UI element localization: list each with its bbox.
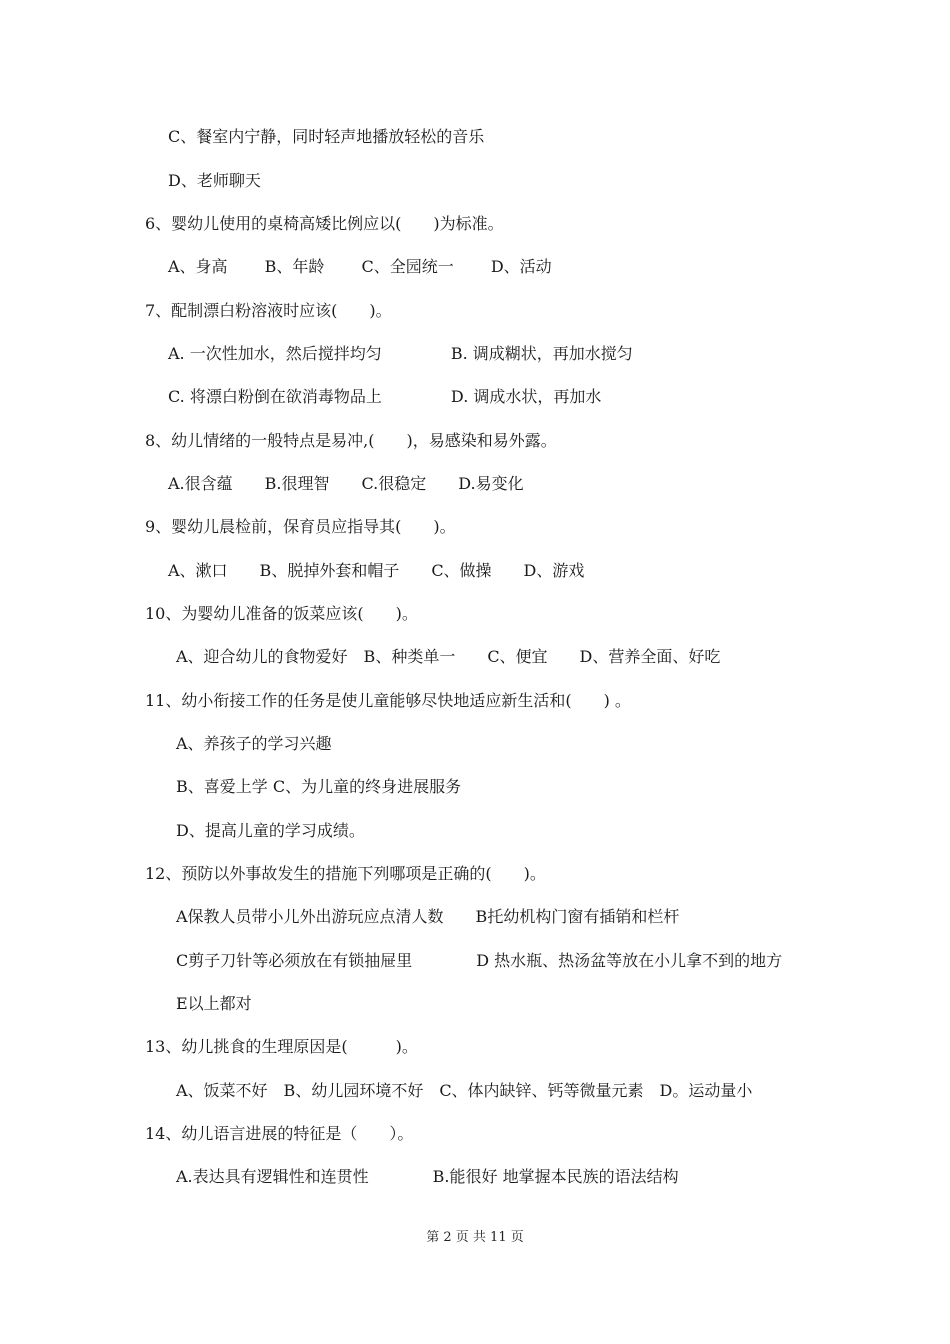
options-7-cd: C. 将漂白粉倒在欲消毒物品上 D. 调成水状，再加水: [168, 387, 602, 406]
option-11a: A、养孩子的学习兴趣: [176, 734, 332, 753]
options-9: A、漱口 B、脱掉外套和帽子 C、做操 D、游戏: [168, 561, 585, 580]
option-11d: D、提高儿童的学习成绩。: [176, 821, 365, 840]
question-7: 7、配制漂白粉溶液时应该( )。: [145, 301, 392, 320]
question-10: 10、为婴幼儿准备的饭菜应该( )。: [145, 604, 418, 623]
options-8: A.很含蕴 B.很理智 C.很稳定 D.易变化: [168, 474, 524, 493]
options-10: A、迎合幼儿的食物爱好 B、种类单一 C、便宜 D、营养全面、好吃: [176, 647, 721, 666]
options-12-cd: C剪子刀针等必须放在有锁抽屉里 D 热水瓶、热汤盆等放在小儿拿不到的地方: [176, 951, 783, 970]
question-6: 6、婴幼儿使用的桌椅高矮比例应以( )为标准。: [145, 214, 504, 233]
options-6: A、身高 B、年龄 C、全园统一 D、活动: [168, 257, 552, 276]
question-12: 12、预防以外事故发生的措施下列哪项是正确的( )。: [145, 864, 546, 883]
page-number: 第 2 页 共 11 页: [426, 1230, 524, 1245]
options-14-ab: A.表达具有逻辑性和连贯性 B.能很好 地掌握本民族的语法结构: [176, 1167, 679, 1186]
question-9: 9、婴幼儿晨检前，保育员应指导其( )。: [145, 517, 456, 536]
option-11bc: B、喜爱上学 C、为儿童的终身进展服务: [176, 777, 462, 796]
question-13: 13、幼儿挑食的生理原因是( )。: [145, 1037, 418, 1056]
option-5d: D、老师聊天: [168, 171, 261, 190]
option-5c: C、餐室内宁静，同时轻声地播放轻松的音乐: [168, 127, 485, 146]
options-7-ab: A. 一次性加水，然后搅拌均匀 B. 调成糊状，再加水搅匀: [168, 344, 633, 363]
question-8: 8、幼儿情绪的一般特点是易冲,( )，易感染和易外露。: [145, 431, 557, 450]
option-12e: E以上都对: [176, 994, 252, 1013]
options-12-ab: A保教人员带小儿外出游玩应点清人数 B托幼机构门窗有插销和栏杆: [176, 907, 680, 926]
options-13: A、饭菜不好 B、幼儿园环境不好 C、体内缺锌、钙等微量元素 D。运动量小: [176, 1081, 753, 1100]
question-14: 14、幼儿语言进展的特征是（ ）。: [145, 1124, 414, 1143]
question-11: 11、幼小衔接工作的任务是使儿童能够尽快地适应新生活和( ) 。: [145, 691, 631, 710]
